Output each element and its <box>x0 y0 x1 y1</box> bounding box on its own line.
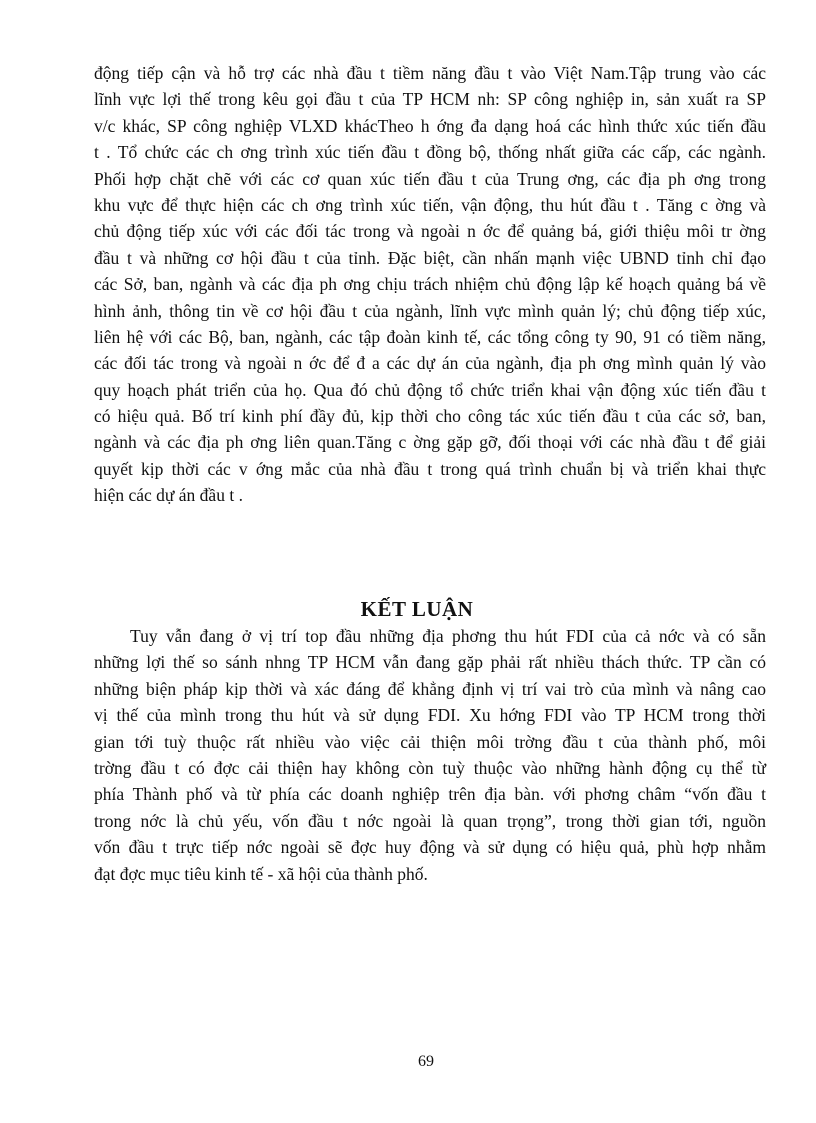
text-line: chủ động tiếp xúc với các đối tác trong và ngoài n ớc để quảng bá, giới thiệu môi tr ờng <box>94 221 766 242</box>
text-line: quy hoạch phát triển của họ. Qua đó chủ động tổ chức triển khai vận động xúc tiến đầu t <box>94 379 766 400</box>
text-line: các Sở, ban, ngành và các địa ph ơng chịu trách nhiệm chủ động lập kế hoạch quảng bá về <box>94 274 766 295</box>
body-paragraph <box>94 60 766 509</box>
text-line: ngành và các địa ph ơng liên quan.Tăng c ờng gặp gỡ, đối thoại với các nhà đầu t để giải <box>94 432 766 453</box>
text-line: vị thế của mình trong thu hút và sử dụng FDI. Xu hớng FDI vào TP HCM trong thời <box>94 705 766 726</box>
text-line: lĩnh vực lợi thế trong kêu gọi đầu t của TP HCM nh: SP công nghiệp in, sản xuất ra SP <box>94 89 766 110</box>
text-line: Phối hợp chặt chẽ với các cơ quan xúc tiến đầu t của Trung ơng, các địa ph ơng trong <box>94 168 766 189</box>
page-number: 69 <box>418 1053 434 1070</box>
text-line: trong nớc là chủ yếu, vốn đầu t nớc ngoài là quan trọng”, trong thời gian tới, nguồn <box>94 810 766 831</box>
text-line: khu vực để thực hiện các ch ơng trình xúc tiến, vận động, thu hút đầu t . Tăng c ờng và <box>94 194 766 215</box>
text-line: đạt đợc mục tiêu kinh tế - xã hội của thành phố. <box>94 863 428 884</box>
text-line: t . Tổ chức các ch ơng trình xúc tiến đầu t đồng bộ, thống nhất giữa các cấp, các ngành. <box>94 142 766 163</box>
section-heading: KẾT LUẬN <box>360 597 474 621</box>
text-line: những lợi thế so sánh nhng TP HCM vẫn đang gặp phải rất nhiều thách thức. TP cần có <box>94 652 766 673</box>
text-line: vốn đầu t trực tiếp nớc ngoài sẽ đợc huy động và sử dụng có hiệu quả, phù hợp nhằm <box>94 837 766 858</box>
text-line: những biện pháp kịp thời và xác đáng để khẳng định vị trí vai trò của mình và nâng cao <box>94 678 766 699</box>
text-line: động tiếp cận và hỗ trợ các nhà đầu t tiềm năng đầu t vào Việt Nam.Tập trung vào các <box>94 63 766 83</box>
text-line: liên hệ với các Bộ, ban, ngành, các tập đoàn kinh tế, các tổng công ty 90, 91 có tiềm năng, <box>94 326 766 347</box>
text-line: các đối tác trong và ngoài n ớc để đ a các dự án của ngành, địa ph ơng mình quản lý vào <box>94 353 766 374</box>
text-line: Tuy vẫn đang ở vị trí top đầu những địa phơng thu hút FDI của cả nớc và có sẵn <box>130 626 766 646</box>
text-line: phía Thành phố và từ phía các doanh nghiệp trên địa bàn. với phơng châm “vốn đầu t <box>94 784 766 805</box>
text-line: trờng đầu t có đợc cải thiện hay không còn tuỳ thuộc vào những hành động cụ thể từ <box>94 757 766 778</box>
text-line: hình ảnh, thông tin về cơ hội đầu t của ngành, lĩnh vực mình quản lý; chủ động tiếp xúc, <box>94 300 766 321</box>
conclusion-paragraph <box>94 623 766 887</box>
text-line: gian tới tuỳ thuộc rất nhiều vào việc cải thiện môi trờng đầu t của thành phố, môi <box>94 731 766 752</box>
text-line: có hiệu quả. Bố trí kinh phí đầy đủ, kịp thời cho công tác xúc tiến đầu t của các sở, ban, <box>94 406 766 427</box>
text-line: quyết kịp thời các v ớng mắc của nhà đầu t trong quá trình chuẩn bị và triển khai thực <box>94 458 766 479</box>
text-line: đầu t và những cơ hội đầu t của tỉnh. Đặc biệt, cần nhấn mạnh việc UBND tỉnh chỉ đạo <box>94 247 766 268</box>
text-line: hiện các dự án đầu t . <box>94 485 243 506</box>
text-line: v/c khác, SP công nghiệp VLXD khácTheo h ớng đa dạng hoá các hình thức xúc tiến đầu <box>94 115 766 136</box>
